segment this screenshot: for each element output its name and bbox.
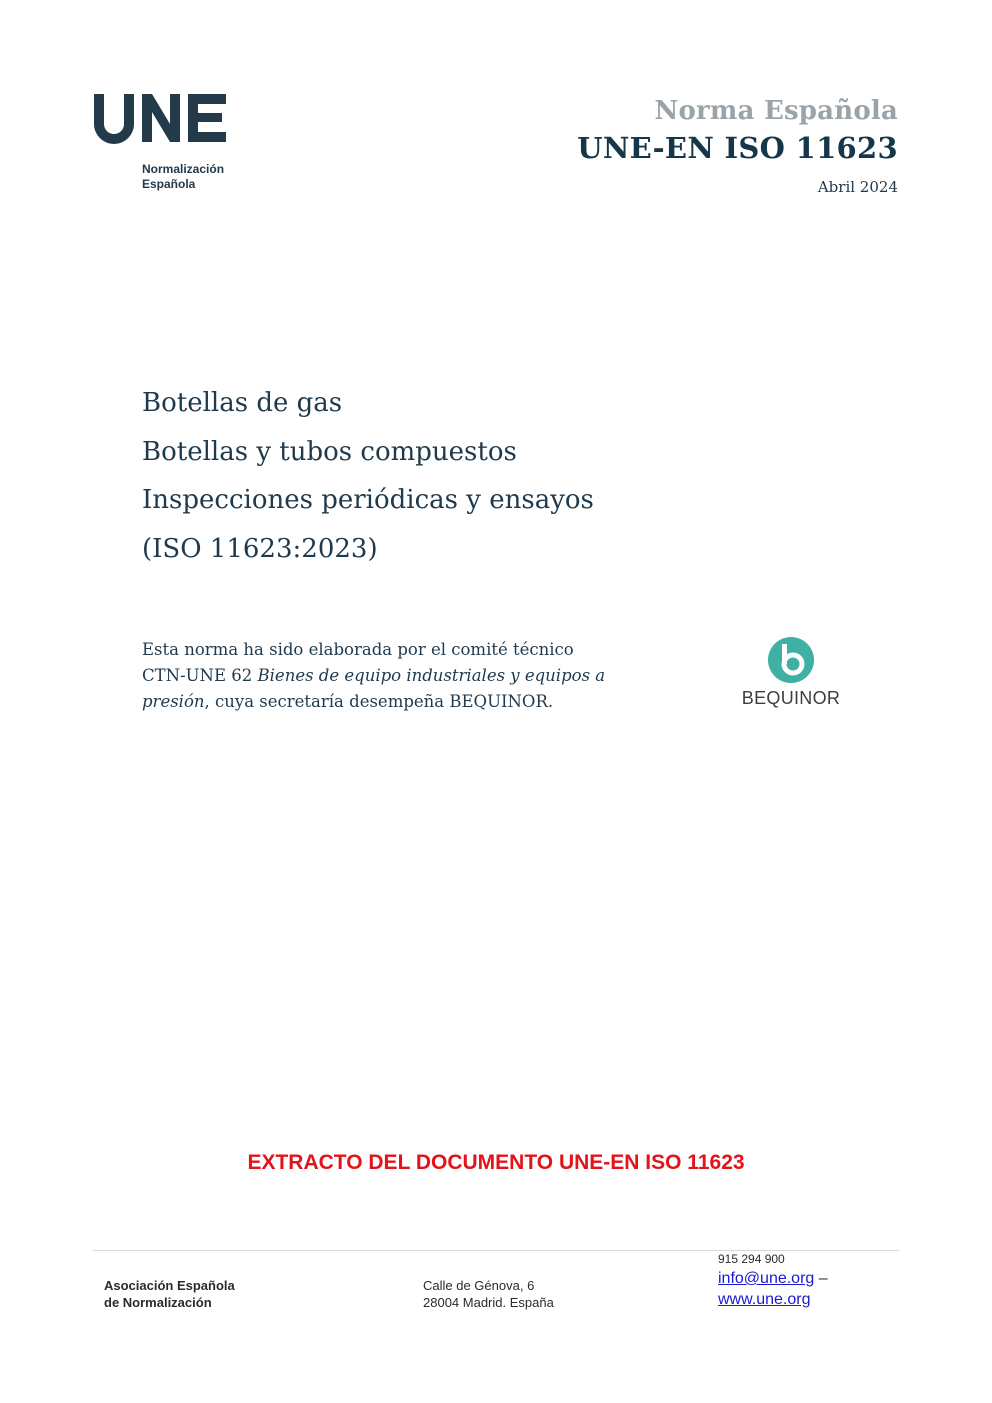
- address-line2: 28004 Madrid. España: [423, 1295, 554, 1310]
- extract-notice: EXTRACTO DEL DOCUMENTO UNE-EN ISO 11623: [247, 1151, 745, 1174]
- email-link[interactable]: info@une.org: [718, 1270, 815, 1287]
- footer-association: [104, 1277, 235, 1311]
- committee-statement: [142, 637, 612, 715]
- footer-phone: 915 294 900: [718, 1252, 785, 1266]
- publication-date: Abril 2024: [817, 178, 898, 196]
- une-wordmark-icon: [92, 90, 232, 150]
- association-line2: de Normalización: [104, 1295, 212, 1310]
- footer-website-row: [718, 1291, 811, 1309]
- norma-label: Norma Española: [654, 96, 898, 126]
- title-line-1: Botellas de gas: [142, 388, 343, 418]
- standard-code: UNE-EN ISO 11623: [577, 131, 898, 165]
- footer-email-row: [718, 1270, 828, 1288]
- title-line-2: Botellas y tubos compuestos: [142, 437, 517, 467]
- committee-text-2: , cuya secretaría desempeña BEQUINOR.: [204, 692, 554, 711]
- logo-subtitle-line2: Española: [142, 177, 196, 191]
- address-line1: Calle de Génova, 6: [423, 1278, 535, 1293]
- association-line1: Asociación Española: [104, 1278, 235, 1293]
- committee-name: Bienes de equipo industriales y equipos a presión: [142, 666, 606, 711]
- logo-subtitle-line1: Normalización: [142, 162, 225, 176]
- bequinor-name: BEQUINOR: [741, 688, 841, 708]
- footer-separator: –: [814, 1270, 828, 1287]
- website-link[interactable]: www.une.org: [718, 1291, 811, 1308]
- title-line-4: (ISO 11623:2023): [142, 534, 378, 564]
- footer-divider: [93, 1250, 899, 1251]
- committee-text-1: Esta norma ha sido elaborada por el comité técnico CTN-UNE 62: [142, 640, 574, 685]
- title-line-3: Inspecciones periódicas y ensayos: [142, 485, 594, 515]
- bequinor-mark-icon: [738, 636, 844, 686]
- footer-address: [423, 1277, 554, 1311]
